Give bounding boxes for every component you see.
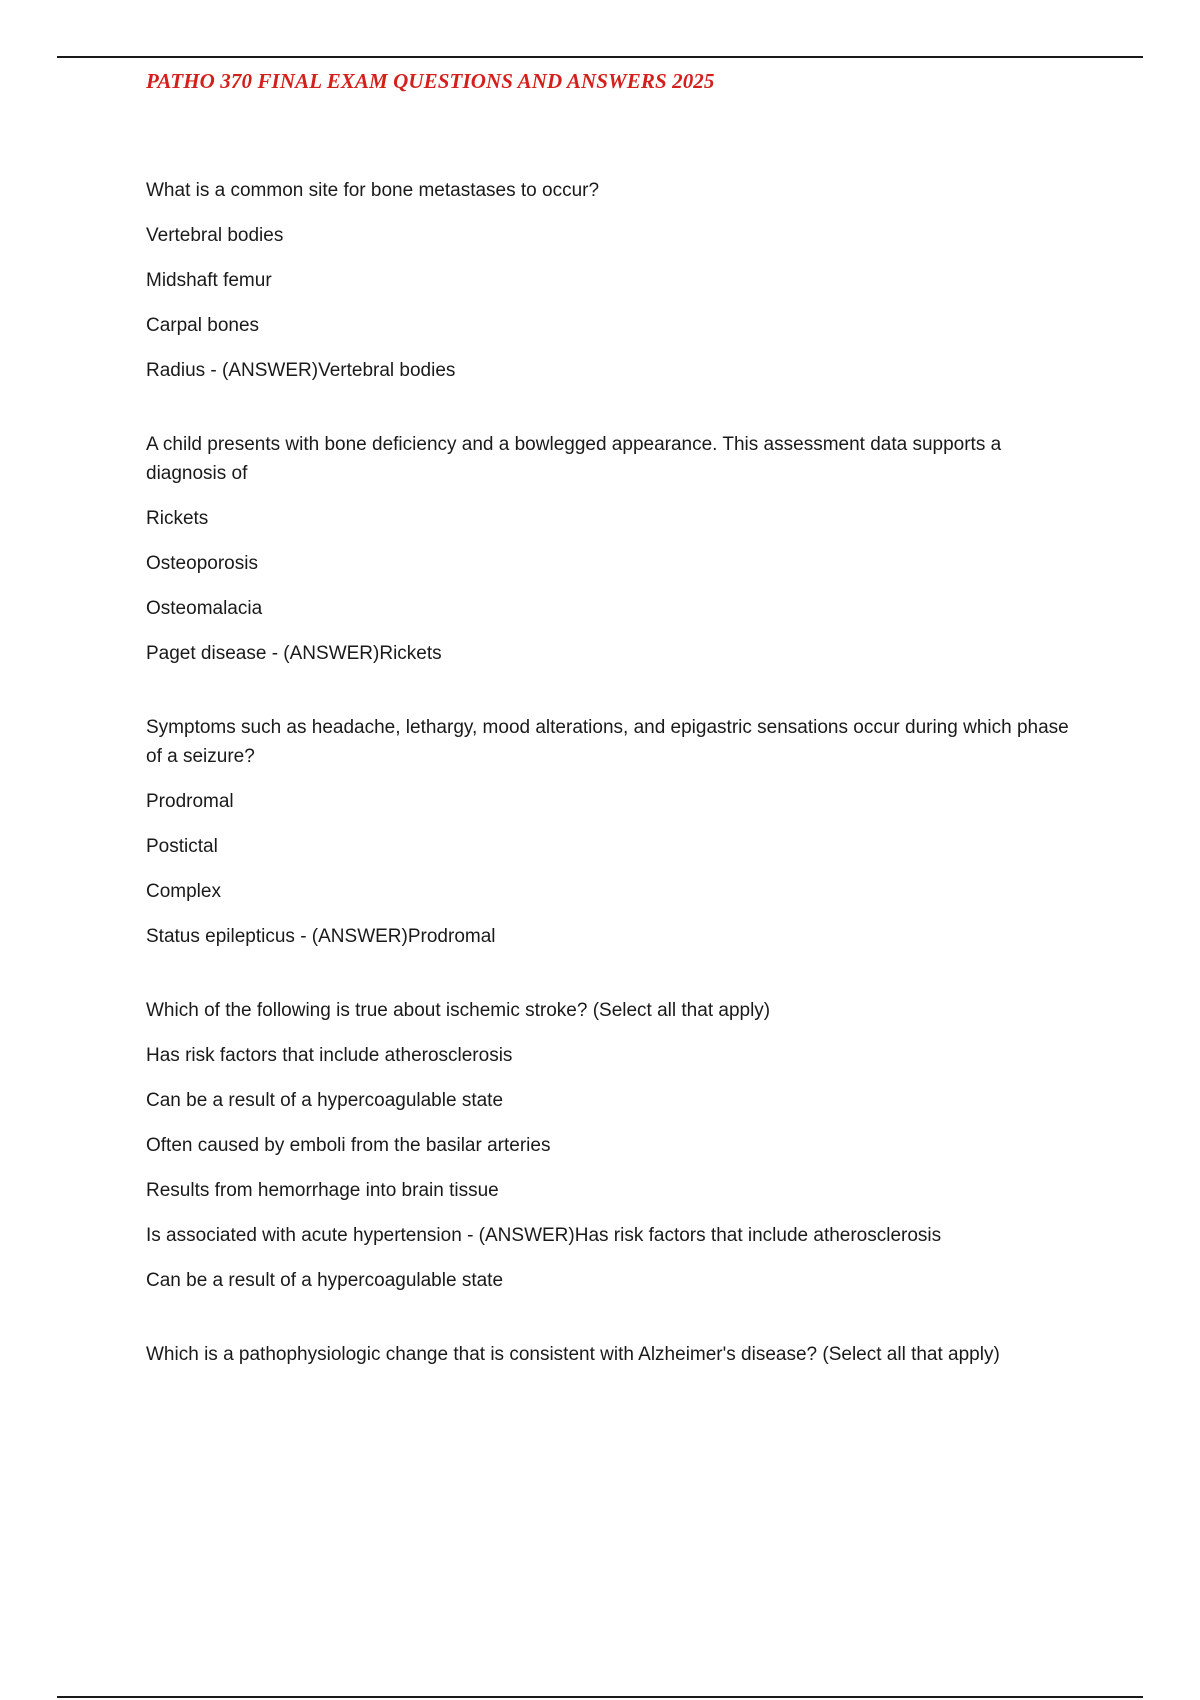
answer-option-with-key: Status epilepticus - (ANSWER)Prodromal: [146, 926, 496, 947]
answer-option: Prodromal: [146, 791, 234, 812]
question-text: A child presents with bone deficiency and a bowlegged appearance. This assessment data supports a diagnosis of: [146, 434, 1002, 484]
header-divider: [57, 56, 1143, 58]
answer-option: Results from hemorrhage into brain tissue: [146, 1180, 499, 1201]
question-text: Which of the following is true about ischemic stroke? (Select all that apply): [146, 1000, 771, 1021]
answer-option: Postictal: [146, 836, 218, 857]
question-block: [146, 1340, 1086, 1369]
answer-option: Carpal bones: [146, 315, 260, 336]
footer-divider: [57, 1696, 1143, 1698]
answer-option: Can be a result of a hypercoagulable state: [146, 1090, 504, 1111]
question-text: Which is a pathophysiologic change that is consistent with Alzheimer's disease? (Select all that apply): [146, 1344, 1000, 1365]
answer-option-with-key: Paget disease - (ANSWER)Rickets: [146, 643, 442, 664]
answer-option: Rickets: [146, 508, 209, 529]
answer-option: Complex: [146, 881, 221, 902]
question-block: [146, 176, 1086, 385]
answer-option-with-key: Is associated with acute hypertension - (ANSWER)Has risk factors that include atherosclerosis: [146, 1225, 942, 1246]
answer-option-with-key: Radius - (ANSWER)Vertebral bodies: [146, 360, 456, 381]
document-title: PATHO 370 FINAL EXAM QUESTIONS AND ANSWERS 2025: [146, 69, 715, 93]
answer-option: Osteoporosis: [146, 553, 258, 574]
answer-option: Vertebral bodies: [146, 225, 284, 246]
answer-option: Has risk factors that include atherosclerosis: [146, 1045, 513, 1066]
answer-key-continued: Can be a result of a hypercoagulable state: [146, 1270, 504, 1291]
question-list: [146, 176, 1086, 1414]
question-text: What is a common site for bone metastases to occur?: [146, 180, 600, 201]
question-block: [146, 996, 1086, 1295]
answer-option: Osteomalacia: [146, 598, 263, 619]
answer-option: Often caused by emboli from the basilar arteries: [146, 1135, 551, 1156]
answer-option: Midshaft femur: [146, 270, 272, 291]
question-block: [146, 713, 1086, 951]
question-block: [146, 430, 1086, 668]
question-text: Symptoms such as headache, lethargy, mood alterations, and epigastric sensations occur during which phase of a seizure?: [146, 717, 1069, 767]
